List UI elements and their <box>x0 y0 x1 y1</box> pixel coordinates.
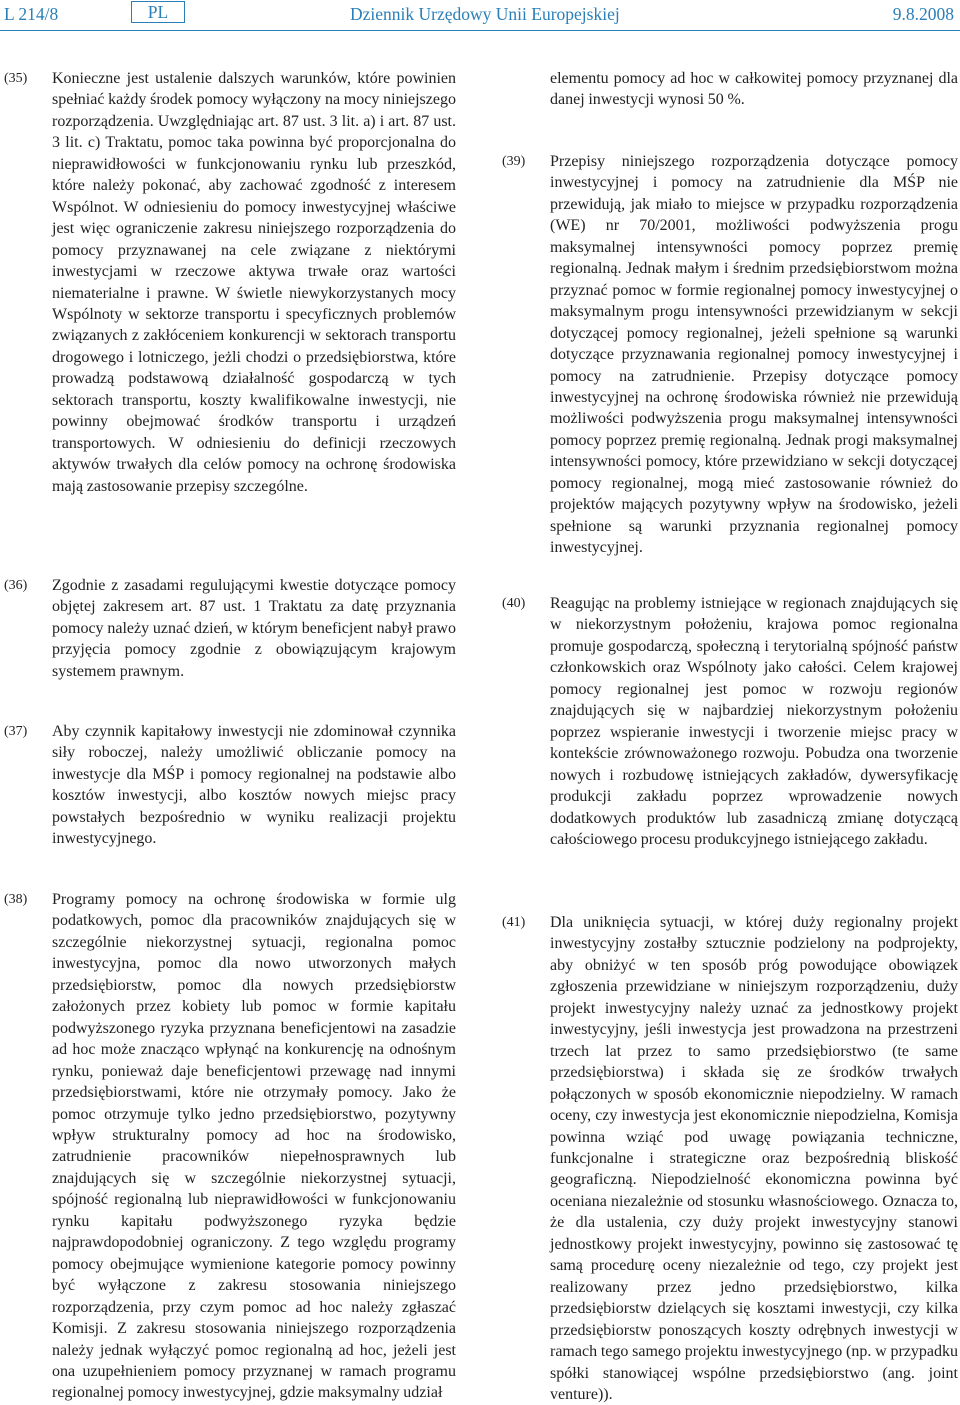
recital-number: (37) <box>4 724 28 739</box>
recital-number: (40) <box>502 596 526 611</box>
recital-text: Konieczne jest ustalenie dalszych warunków, które powinien spełniać każdy środek pomocy wyłączony na mocy niniejszego rozporządzenia. Uwzględniając art. 87 ust. 3 lit. a) i art. 87 ust. 3 lit. c) Traktatu, pomoc taka powinna być proporcjonalna do nieprawidłowości w funkcjonowaniu rynku lub przeszkód, które należy pokonać, aby zachować zgodność z interesem Wspólnot. W odniesieniu do pomocy inwestycyjnej właściwe jest więc ograniczenie zakresu niniejszego rozporządzenia do pomocy przyznawanej na cele związane z niektórymi inwestycjami w rzeczowe aktywa trwałe oraz wartości niematerialne i prawne. W świetle niewykorzystanych mocy Wspólnoty w sektorze transportu i specyficznych problemów związanych z zakłóceniem konkurencji w sektorach transportu drogowego i lotniczego, jeżli chodzi o przedsiębiorstwa, które prowadzą podstawową działalność gospodarczą w tych sektorach transportu, koszty kwalifikowalne inwestycji, nie powinny obejmować środków transportu i urządzeń transportowych. W odniesieniu do definicji rzeczowych aktywów trwałych dla celów pomocy na ochronę środowiska mają zastosowanie przepisy szczególne. <box>52 70 456 495</box>
page-header <box>0 0 960 40</box>
recital-text: Dla uniknięcia sytuacji, w której duży regionalny projekt inwestycyjny zostałby sztucznie podzielony na podprojekty, aby obniżyć w ten sposób próg powodujące obowiązek zgłoszenia przewidziane w niniejszym rozporządzeniu, duży projekt inwestycyjny należy uznać za jednostkowy projekt inwestycyjny, jeśli inwestycja jest prowadzona na przestrzeni trzech lat przez to samo przedsiębiorstwo (te same przedsiębiorstwa) i składa się ze środków trwałych połączonych w sposób ekonomicznie niepodzielny. W ramach oceny, czy inwestycja jest ekonomicznie niepodzielna, Komisja powinna wziąć pod uwagę powiązania techniczne, funkcjonalne i strategiczne oraz bezpośrednią bliskość geograficzną. Niepodzielność ekonomiczna powinna być oceniana niezależnie od stosunku własnościowego. Oznacza to, że dla ustalenia, czy duży projekt inwestycyjny stanowi jednostkowy projekt inwestycyjny, powinno się zastosować tę samą procedurę oceny niezależnie od tego, czy projekt jest realizowany przez jedno przedsiębiorstwo, kilka przedsiębiorstw dzielących się kosztami inwestycji, czy kilka przedsiębiorstw ponoszących koszty odrębnych inwestycji w ramach tego samego projektu inwestycyjnego (np. w przypadku spółki stanowiącej wspólne przedsiębiorstwo (ang. joint venture)). <box>550 914 958 1403</box>
header-rule <box>0 30 960 31</box>
recital-text: Przepisy niniejszego rozporządzenia dotyczące pomocy inwestycyjnej i pomocy na zatrudnienie dla MŚP nie przewidują, jak miało to miejsce w przypadku rozporządzenia (WE) nr 70/2001, możliwości podwyższenia progu maksymalnej intensywności pomocy poprzez premię regionalną. Jednak małym i średnim przedsiębiorstwom można przyznać pomoc w formie regionalnej pomocy inwestycyjnej o maksymalnym progu intensywności przewidzianym w sekcji dotyczącej pomocy regionalnej, jeżeli spełnione są warunki dotyczące przyznawania regionalnej pomocy inwestycyjnej i pomocy na zatrudnienie. Przepisy dotyczące pomocy inwestycyjnej na ochronę środowiska również nie przewidują możliwości podwyższenia progu maksymalnej intensywności pomocy poprzez premię regionalną. Jednak progi maksymalnej intensywności pomocy, które przewidziano w sekcji dotyczącej pomocy regionalnej, mogą mieć zastosowanie również do projektów mających pozytywny wpływ na środowisko, jeżeli spełnione są warunki przyznania regionalnej pomocy inwestycyjnej. <box>550 153 958 557</box>
recital-number: (41) <box>502 915 526 930</box>
recital-text: Aby czynnik kapitałowy inwestycji nie zdominował czynnika siły roboczej, należy umożliwić obliczanie pomocy na inwestycje dla MŚP i pomocy regionalnej na podstawie albo kosztów inwestycji, albo kosztów nowych miejsc pracy powstałych bezpośrednio w wyniku realizacji projektu inwestycyjnego. <box>52 723 456 848</box>
page-number: L 214/8 <box>4 4 59 24</box>
recital-text: elementu pomocy ad hoc w całkowitej pomocy przyznanej dla danej inwestycji wynosi 50 %. <box>550 70 958 109</box>
recital-text: Reagując na problemy istniejące w regionach znajdujących się w niekorzystnym położeniu, krajowa pomoc regionalna promuje gospodarczą, społeczną i terytorialną spójność państw członkowskich oraz Wspólnoty jako całości. Celem krajowej pomocy regionalnej jest pomoc w rozwoju regionów znajdujących się w najbardziej niekorzystnym położeniu poprzez wspieranie inwestycji i tworzenie miejsc pracy w kontekście zrównoważonego rozwoju. Pobudza ona tworzenie nowych i rozbudowę istniejących zakładów, dywersyfikację produkcji zakładu poprzez wprowadzenie nowych dodatkowych produktów lub zasadniczą zmianę dotyczącą całościowego procesu produkcyjnego istniejącego zakładu. <box>550 595 958 848</box>
recital-number: (35) <box>4 71 28 86</box>
language-badge: PL <box>131 1 185 23</box>
recital-number: (38) <box>4 892 28 907</box>
recital-text: Programy pomocy na ochronę środowiska w formie ulg podatkowych, pomoc dla pracowników znajdujących się w szczególnie niekorzystnej sytuacji, regionalna pomoc inwestycyjna, pomoc dla nowo utworzonych małych przedsiębiorstw, pomoc dla nowych przedsiębiorstw założonych przez kobiety lub pomoc w formie kapitału podwyższonego ryzyka przyznana beneficjentowi na zasadzie ad hoc może znacząco wpłynąć na konkurencję na odnośnym rynku, ponieważ daje beneficjentowi przewagę nad innymi przedsiębiorstwami, które nie otrzymały pomocy. Jako że pomoc otrzymuje tylko jedno przedsiębiorstwo, pozytywny wpływ strukturalny pomocy ad hoc na środowisko, zatrudnienie pracowników niepełnosprawnych lub znajdujących się w szczególnie niekorzystnej sytuacji, spójność regionalną lub nieprawidłowości w funkcjonowaniu rynku kapitału podwyższonego ryzyka będzie najprawdopodobniej ograniczony. Z tego względu programy pomocy obejmujące wymienione kategorie pomocy powinny być wyłączone z zakresu stosowania niniejszego rozporządzenia, przy czym pomoc ad hoc należy zgłaszać Komisji. Z zakresu stosowania niniejszego rozporządzenia należy jednak wyłączyć pomoc regionalną ad hoc, jeżeli jest ona uzupełnieniem pomocy przyznanej w ramach programu regionalnej pomocy inwestycyjnej, gdzie maksymalny udział <box>52 891 456 1402</box>
publication-date: 9.8.2008 <box>892 4 954 24</box>
recital-number: (39) <box>502 154 526 169</box>
recital-number: (36) <box>4 578 28 593</box>
recital-text: Zgodnie z zasadami regulującymi kwestie dotyczące pomocy objętej zakresem art. 87 ust. 1 Traktatu za datę przyznania pomocy należy uznać dzień, w którym beneficjent nabył prawo przyjęcia pomocy zgodnie z obowiązującym krajowym systemem prawnym. <box>52 577 456 680</box>
journal-title: Dziennik Urzędowy Unii Europejskiej <box>350 4 620 24</box>
